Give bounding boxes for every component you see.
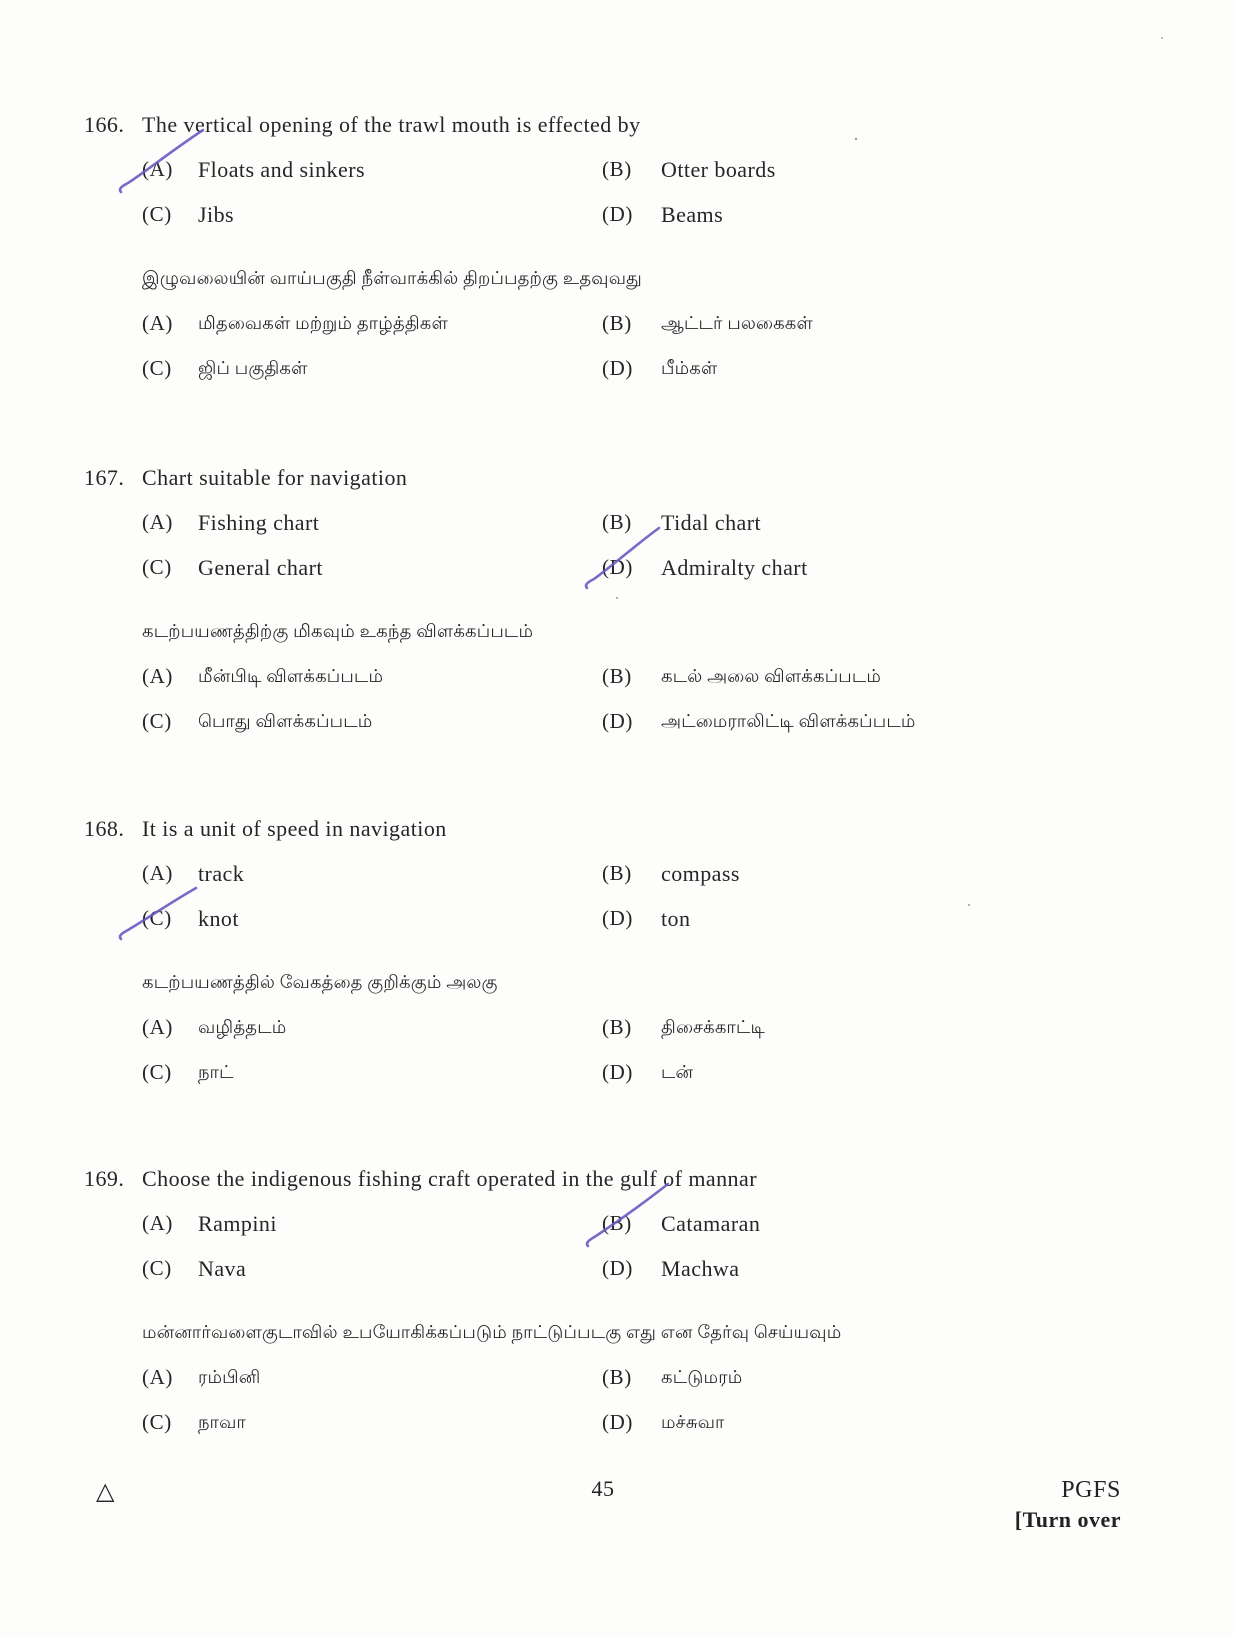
english-options bbox=[142, 147, 1144, 237]
tamil-option-text: வழித்தடம் bbox=[198, 1017, 287, 1037]
option-label: (D) bbox=[602, 906, 633, 930]
tamil-question-text: கடற்பயணத்தில் வேகத்தை குறிக்கும் அலகு bbox=[142, 972, 498, 992]
option-label: (D) bbox=[602, 1410, 633, 1434]
option-label: (C) bbox=[142, 709, 172, 733]
option-text: General chart bbox=[198, 555, 323, 580]
question-text: It is a unit of speed in navigation bbox=[142, 816, 447, 841]
turn-over-note: [Turn over bbox=[1014, 1507, 1121, 1532]
option-label: (C) bbox=[142, 1060, 172, 1084]
question-169 bbox=[84, 1156, 1144, 1445]
option-text: Catamaran bbox=[661, 1211, 761, 1236]
question-line bbox=[84, 455, 1144, 500]
option-label: (B) bbox=[602, 861, 632, 885]
option-text: Otter boards bbox=[661, 157, 776, 182]
tamil-question-line bbox=[84, 1310, 1144, 1355]
question-line bbox=[84, 806, 1144, 851]
option-text: Nava bbox=[198, 1256, 247, 1281]
paper-code: PGFS bbox=[1061, 1477, 1121, 1503]
tamil-option-text: திசைக்காட்டி bbox=[661, 1017, 766, 1037]
question-168 bbox=[84, 806, 1144, 1095]
option-text: Floats and sinkers bbox=[198, 157, 365, 182]
option-label: (A) bbox=[142, 1365, 173, 1389]
option-label: (A) bbox=[142, 157, 173, 181]
tamil-question-text: இழுவலையின் வாய்பகுதி நீள்வாக்கில் திறப்பதற்கு உதவுவது bbox=[142, 268, 642, 288]
tamil-option-text: மிதவைகள் மற்றும் தாழ்த்திகள் bbox=[198, 313, 448, 333]
tamil-option-text: கட்டுமரம் bbox=[661, 1367, 743, 1387]
question-number: 169. bbox=[84, 1166, 125, 1191]
option-text: compass bbox=[661, 861, 740, 886]
option-label: (B) bbox=[602, 157, 632, 181]
english-options bbox=[142, 851, 1144, 941]
option-label: (D) bbox=[602, 1256, 633, 1280]
option-label: (C) bbox=[142, 1256, 172, 1280]
option-label: (B) bbox=[602, 1365, 632, 1389]
option-label: (B) bbox=[602, 1211, 632, 1235]
english-options bbox=[142, 1201, 1144, 1291]
option-label: (A) bbox=[142, 1211, 173, 1235]
tamil-options bbox=[142, 654, 1144, 744]
question-text: Choose the indigenous fishing craft operated in the gulf of mannar bbox=[142, 1166, 757, 1191]
tamil-options bbox=[142, 1005, 1144, 1095]
tamil-option-text: ஜிப் பகுதிகள் bbox=[198, 358, 308, 378]
tamil-question-line bbox=[84, 960, 1144, 1005]
option-text: track bbox=[198, 861, 245, 886]
english-options bbox=[142, 500, 1144, 590]
tamil-option-text: நாவா bbox=[198, 1412, 246, 1432]
option-label: (D) bbox=[602, 1060, 633, 1084]
option-text: Fishing chart bbox=[198, 510, 320, 535]
tamil-question-text: கடற்பயணத்திற்கு மிகவும் உகந்த விளக்கப்படம் bbox=[142, 621, 534, 641]
tamil-option-text: அட்மைராலிட்டி விளக்கப்படம் bbox=[661, 711, 916, 731]
tamil-option-text: நாட் bbox=[198, 1062, 234, 1082]
question-number: 168. bbox=[84, 816, 125, 841]
question-line bbox=[84, 1156, 1144, 1201]
option-label: (C) bbox=[142, 202, 172, 226]
question-number: 166. bbox=[84, 112, 125, 137]
tamil-option-text: ஆட்டர் பலகைகள் bbox=[661, 313, 813, 333]
option-text: Tidal chart bbox=[661, 510, 762, 535]
tamil-question-text: மன்னார்வளைகுடாவில் உபயோகிக்கப்படும் நாட்டுப்படகு எது என தேர்வு செய்யவும் bbox=[142, 1322, 842, 1342]
tamil-question-line bbox=[84, 609, 1144, 654]
option-label: (C) bbox=[142, 356, 172, 380]
option-text: Beams bbox=[661, 202, 724, 227]
option-label: (D) bbox=[602, 709, 633, 733]
option-label: (B) bbox=[602, 311, 632, 335]
option-text: ton bbox=[661, 906, 691, 931]
option-label: (B) bbox=[602, 1015, 632, 1039]
scan-speck bbox=[1161, 37, 1163, 39]
option-label: (A) bbox=[142, 664, 173, 688]
option-label: (A) bbox=[142, 1015, 173, 1039]
question-text: The vertical opening of the trawl mouth is effected by bbox=[142, 112, 641, 137]
option-label: (C) bbox=[142, 1410, 172, 1434]
tamil-option-text: ரம்பினி bbox=[198, 1367, 261, 1387]
tamil-option-text: பொது விளக்கப்படம் bbox=[198, 711, 373, 731]
tamil-option-text: டன் bbox=[661, 1062, 694, 1082]
option-label: (C) bbox=[142, 906, 172, 930]
option-text: Jibs bbox=[198, 202, 235, 227]
option-text: Admiralty chart bbox=[661, 555, 808, 580]
question-text: Chart suitable for navigation bbox=[142, 465, 408, 490]
option-label: (A) bbox=[142, 510, 173, 534]
option-label: (C) bbox=[142, 555, 172, 579]
option-label: (B) bbox=[602, 664, 632, 688]
option-label: (D) bbox=[602, 356, 633, 380]
option-label: (A) bbox=[142, 311, 173, 335]
question-line bbox=[84, 102, 1144, 147]
question-number: 167. bbox=[84, 465, 125, 490]
option-label: (B) bbox=[602, 510, 632, 534]
tamil-option-text: கடல் அலை விளக்கப்படம் bbox=[661, 666, 882, 686]
triangle-icon: △ bbox=[96, 1477, 115, 1505]
tamil-question-line bbox=[84, 256, 1144, 301]
question-167 bbox=[84, 455, 1144, 744]
option-label: (D) bbox=[602, 555, 633, 579]
tamil-options bbox=[142, 1355, 1144, 1445]
question-166 bbox=[84, 102, 1144, 391]
tamil-option-text: பீம்கள் bbox=[661, 358, 718, 378]
option-text: Rampini bbox=[198, 1211, 277, 1236]
option-text: knot bbox=[198, 906, 239, 931]
option-label: (D) bbox=[602, 202, 633, 226]
option-label: (A) bbox=[142, 861, 173, 885]
tamil-option-text: மீன்பிடி விளக்கப்படம் bbox=[198, 666, 384, 686]
option-text: Machwa bbox=[661, 1256, 740, 1281]
tamil-options bbox=[142, 301, 1144, 391]
page-number: 45 bbox=[591, 1476, 615, 1501]
tamil-option-text: மச்சுவா bbox=[661, 1412, 725, 1432]
